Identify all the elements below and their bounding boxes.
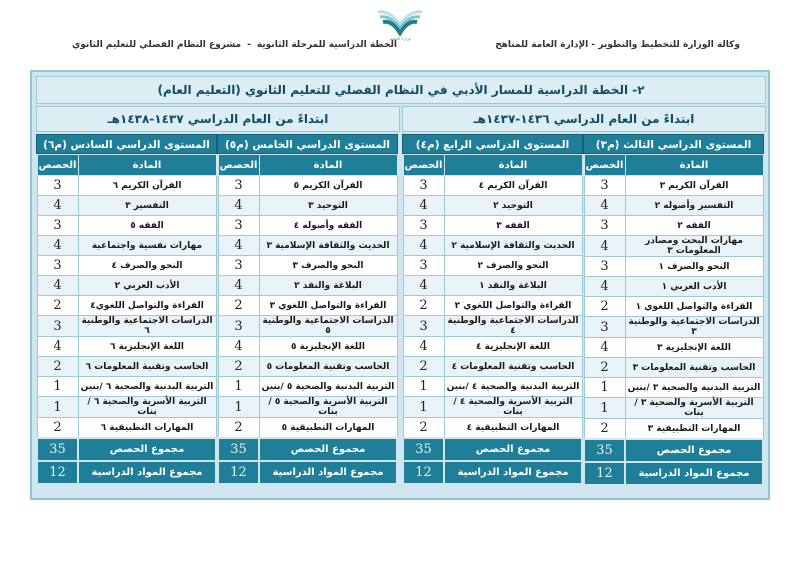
periods-header: الحصص [218,155,259,176]
table-row [584,236,763,257]
open-book-icon [375,6,425,36]
total-periods-row [37,438,216,461]
periods-cell: 4 [584,277,625,297]
subject-cell: المهارات التطبيقية ٥ [259,418,397,439]
subject-cell: الحاسب وتقنية المعلومات ٦ [78,357,216,377]
subject-cell: القرآن الكريم ٦ [78,176,216,196]
periods-header: الحصص [584,155,625,176]
periods-cell: 1 [584,398,625,419]
subject-cell: التفسير وأصوله ٢ [625,196,763,216]
periods-cell: 1 [37,377,78,397]
table-row [584,419,763,440]
subject-cell: اللغة الإنجليزية ٥ [259,337,397,357]
table-row [403,176,582,196]
periods-cell: 2 [218,418,259,439]
periods-cell: 4 [218,337,259,357]
total-periods-label: مجموع الحصص [444,438,582,461]
level-title: المستوى الدراسي السادس (م٦) [36,134,217,154]
period-1437-1438: ابتداءً من العام الدراسي ١٤٣٧-١٤٣٨هـ [36,106,400,132]
table-row [584,257,763,277]
subject-cell: التربية البدنية والصحية ٦ /بنين [78,377,216,397]
periods-cell: 3 [584,176,625,196]
periods-cell: 3 [584,216,625,236]
ministry-agency-text: وكالة الوزارة للتخطيط والتطوير - الإدارة العامة للمناهج [495,40,740,50]
table-row [403,276,582,296]
table-row [37,316,216,337]
level-title: المستوى الدراسي الخامس (م٥) [217,134,398,154]
table-row [403,236,582,256]
periods-cell: 1 [37,397,78,418]
level-table [36,154,217,485]
periods-cell: 3 [37,256,78,276]
table-row [37,276,216,296]
level-column-6 [36,134,217,485]
subject-cell: الحاسب وتقنية المعلومات ٣ [625,358,763,378]
subject-header: المادة [259,155,397,176]
periods-cell: 3 [218,316,259,337]
periods-cell: 4 [37,276,78,296]
periods-cell: 1 [403,397,444,418]
periods-cell: 1 [403,377,444,397]
subject-cell: الدراسات الاجتماعية والوطنية ٤ [444,316,582,337]
total-periods-value: 35 [218,438,259,461]
periods-cell: 4 [403,276,444,296]
total-subjects-label: مجموع المواد الدراسية [259,461,397,484]
table-header-row [218,155,397,176]
periods-cell: 1 [218,397,259,418]
subject-cell: الفقه ٣ [444,216,582,236]
total-periods-label: مجموع الحصص [625,439,763,462]
subject-cell: القراءة والتواصل اللغوي ٣ [259,296,397,316]
total-periods-label: مجموع الحصص [78,438,216,461]
subject-cell: الحديث والثقافة الإسلامية ٣ [259,236,397,256]
periods-cell: 3 [218,176,259,196]
table-header-row [584,155,763,176]
level-title: المستوى الدراسي الثالث (م٣) [583,134,764,154]
total-subjects-label: مجموع المواد الدراسية [78,461,216,484]
periods-cell: 4 [584,196,625,216]
subject-cell: الدراسات الاجتماعية والوطنية ٦ [78,316,216,337]
table-row [37,337,216,357]
periods-cell: 2 [584,297,625,317]
subject-cell: الدراسات الاجتماعية والوطنية ٣ [625,317,763,338]
periods-cell: 4 [37,236,78,256]
periods-cell: 4 [218,236,259,256]
subject-cell: التربية الأسرية والصحية ٣ /بنات [625,398,763,419]
subject-cell: التربية البدنية والصحية ٥ /بنين [259,377,397,397]
table-row [218,296,397,316]
subject-cell: الأدب العربي ١ [625,277,763,297]
subject-cell: المهارات التطبيقية ٣ [625,419,763,440]
logo-caption: وزارة التعليم [389,36,411,41]
table-row [37,236,216,256]
subject-cell: الفقه ٢ [625,216,763,236]
plan-project-text [72,40,397,50]
table-row [403,357,582,377]
total-periods-row [403,438,582,461]
table-row [37,216,216,236]
total-subjects-value: 12 [37,461,78,484]
level-column-4 [402,134,583,485]
subject-cell: الفقه ٥ [78,216,216,236]
table-row [403,397,582,418]
subject-cell: النحو والصرف ٣ [259,256,397,276]
total-subjects-value: 12 [584,462,625,485]
total-subjects-row [584,462,763,485]
periods-cell: 2 [37,418,78,439]
subject-cell: التوحيد ٣ [259,196,397,216]
table-row [218,196,397,216]
subject-cell: الدراسات الاجتماعية والوطنية ٥ [259,316,397,337]
periods-cell: 2 [218,296,259,316]
project-text: مشروع النظام الفصلي للتعليم الثانوي [72,40,242,50]
table-row [218,357,397,377]
table-row [584,398,763,419]
table-header-row [403,155,582,176]
periods-cell: 3 [403,176,444,196]
table-row [403,216,582,236]
table-row [218,418,397,439]
table-row [218,236,397,256]
periods-cell: 3 [218,216,259,236]
periods-cell: 2 [403,296,444,316]
table-row [403,256,582,276]
plan-text: الخطة الدراسية للمرحلة الثانوية [256,40,397,50]
subject-cell: الأدب العربي ٢ [78,276,216,296]
subject-cell: الفقه وأصوله ٤ [259,216,397,236]
total-subjects-row [218,461,397,484]
periods-cell: 1 [584,378,625,398]
subject-cell: القراءة والتواصل اللغوي ١ [625,297,763,317]
periods-cell: 1 [218,377,259,397]
periods-cell: 4 [403,236,444,256]
subject-cell: القراءة والتواصل اللغوي ٢ [444,296,582,316]
subject-cell: الحاسب وتقنية المعلومات ٤ [444,357,582,377]
table-row [218,316,397,337]
periods-cell: 3 [218,256,259,276]
total-periods-row [584,439,763,462]
periods-cell: 4 [403,337,444,357]
periods-cell: 3 [584,257,625,277]
subject-header: المادة [625,155,763,176]
table-row [403,337,582,357]
periods-cell: 3 [37,176,78,196]
subject-cell: التربية الأسرية والصحية ٤ /بنات [444,397,582,418]
level-column-3 [583,134,764,486]
subject-cell: مهارات البحث ومصادر المعلومات ٣ [625,236,763,257]
table-row [37,377,216,397]
table-row [218,377,397,397]
subject-cell: التوحيد ٢ [444,196,582,216]
periods-cell: 2 [218,357,259,377]
subject-header: المادة [78,155,216,176]
subject-cell: البلاغة والنقد ١ [444,276,582,296]
total-subjects-row [403,461,582,484]
table-row [37,176,216,196]
periods-cell: 2 [403,357,444,377]
periods-cell: 2 [584,419,625,440]
periods-header: الحصص [403,155,444,176]
periods-cell: 4 [584,236,625,257]
total-periods-value: 35 [403,438,444,461]
table-row [403,196,582,216]
table-row [37,397,216,418]
subject-cell: القراءة والتواصل اللغوي٤ [78,296,216,316]
total-periods-label: مجموع الحصص [259,438,397,461]
subject-cell: التربية البدنية والصحية ٣ /بنين [625,378,763,398]
level-title: المستوى الدراسي الرابع (م٤) [402,134,583,154]
periods-cell: 3 [37,216,78,236]
total-periods-value: 35 [37,438,78,461]
table-row [584,176,763,196]
subject-cell: مهارات نفسية واجتماعية [78,236,216,256]
table-row [584,297,763,317]
table-row [584,358,763,378]
total-subjects-value: 12 [218,461,259,484]
table-row [218,337,397,357]
periods-cell: 4 [403,196,444,216]
table-row [218,176,397,196]
table-row [37,418,216,439]
table-row [218,397,397,418]
subject-cell: الحديث والثقافة الإسلامية ٢ [444,236,582,256]
total-subjects-value: 12 [403,461,444,484]
subject-cell: اللغة الإنجليزية ٦ [78,337,216,357]
table-row [37,357,216,377]
subject-header: المادة [444,155,582,176]
periods-cell: 4 [37,196,78,216]
table-row [584,277,763,297]
periods-cell: 2 [37,357,78,377]
periods-cell: 3 [403,216,444,236]
table-row [584,338,763,358]
subject-cell: التربية الأسرية والصحية ٦ /بنات [78,397,216,418]
periods-cell: 4 [218,196,259,216]
subject-cell: النحو والصرف ١ [625,257,763,277]
subject-cell: اللغة الإنجليزية ٤ [444,337,582,357]
level-table [583,154,764,486]
level-column-5 [217,134,398,485]
table-row [403,316,582,337]
subject-cell: اللغة الإنجليزية ٣ [625,338,763,358]
subject-cell: الحاسب وتقنية المعلومات ٥ [259,357,397,377]
table-row [218,256,397,276]
table-row [37,296,216,316]
period-1436-1437: ابتداءً من العام الدراسي ١٤٣٦-١٤٣٧هـ [402,106,766,132]
total-subjects-label: مجموع المواد الدراسية [444,461,582,484]
total-periods-value: 35 [584,439,625,462]
table-row [37,196,216,216]
periods-cell: 3 [403,256,444,276]
study-plan-frame [30,70,770,500]
subject-cell: المهارات التطبيقية ٦ [78,418,216,439]
subject-cell: التربية الأسرية والصحية ٥ /بنات [259,397,397,418]
periods-cell: 4 [218,276,259,296]
table-row [218,276,397,296]
subject-cell: البلاغة والنقد ٢ [259,276,397,296]
total-periods-row [218,438,397,461]
periods-cell: 3 [584,317,625,338]
periods-cell: 2 [403,418,444,439]
periods-cell: 3 [403,316,444,337]
header-separator: - [247,40,251,50]
plan-title: ٢- الخطة الدراسية للمسار الأدبي في النظام الفصلي للتعليم الثانوي (التعليم العام) [36,76,766,104]
periods-cell: 4 [584,338,625,358]
total-subjects-row [37,461,216,484]
table-row [218,216,397,236]
table-row [403,377,582,397]
table-row [584,216,763,236]
table-row [37,256,216,276]
subject-cell: النحو والصرف ٤ [78,256,216,276]
table-row [584,317,763,338]
table-header-row [37,155,216,176]
subject-cell: القرآن الكريم ٤ [444,176,582,196]
table-row [584,196,763,216]
periods-cell: 2 [37,296,78,316]
table-row [403,418,582,439]
page-header [0,0,800,60]
level-table [217,154,398,485]
subject-cell: القرآن الكريم ٣ [625,176,763,196]
subject-cell: التربية البدنية والصحية ٤ /بنين [444,377,582,397]
subject-cell: التفسير ٣ [78,196,216,216]
periods-cell: 4 [37,337,78,357]
periods-cell: 3 [37,316,78,337]
total-subjects-label: مجموع المواد الدراسية [625,462,763,485]
subject-cell: المهارات التطبيقية ٤ [444,418,582,439]
periods-cell: 2 [584,358,625,378]
periods-header: الحصص [37,155,78,176]
table-row [403,296,582,316]
subject-cell: القرآن الكريم ٥ [259,176,397,196]
subject-cell: النحو والصرف ٢ [444,256,582,276]
level-table [402,154,583,485]
table-row [584,378,763,398]
